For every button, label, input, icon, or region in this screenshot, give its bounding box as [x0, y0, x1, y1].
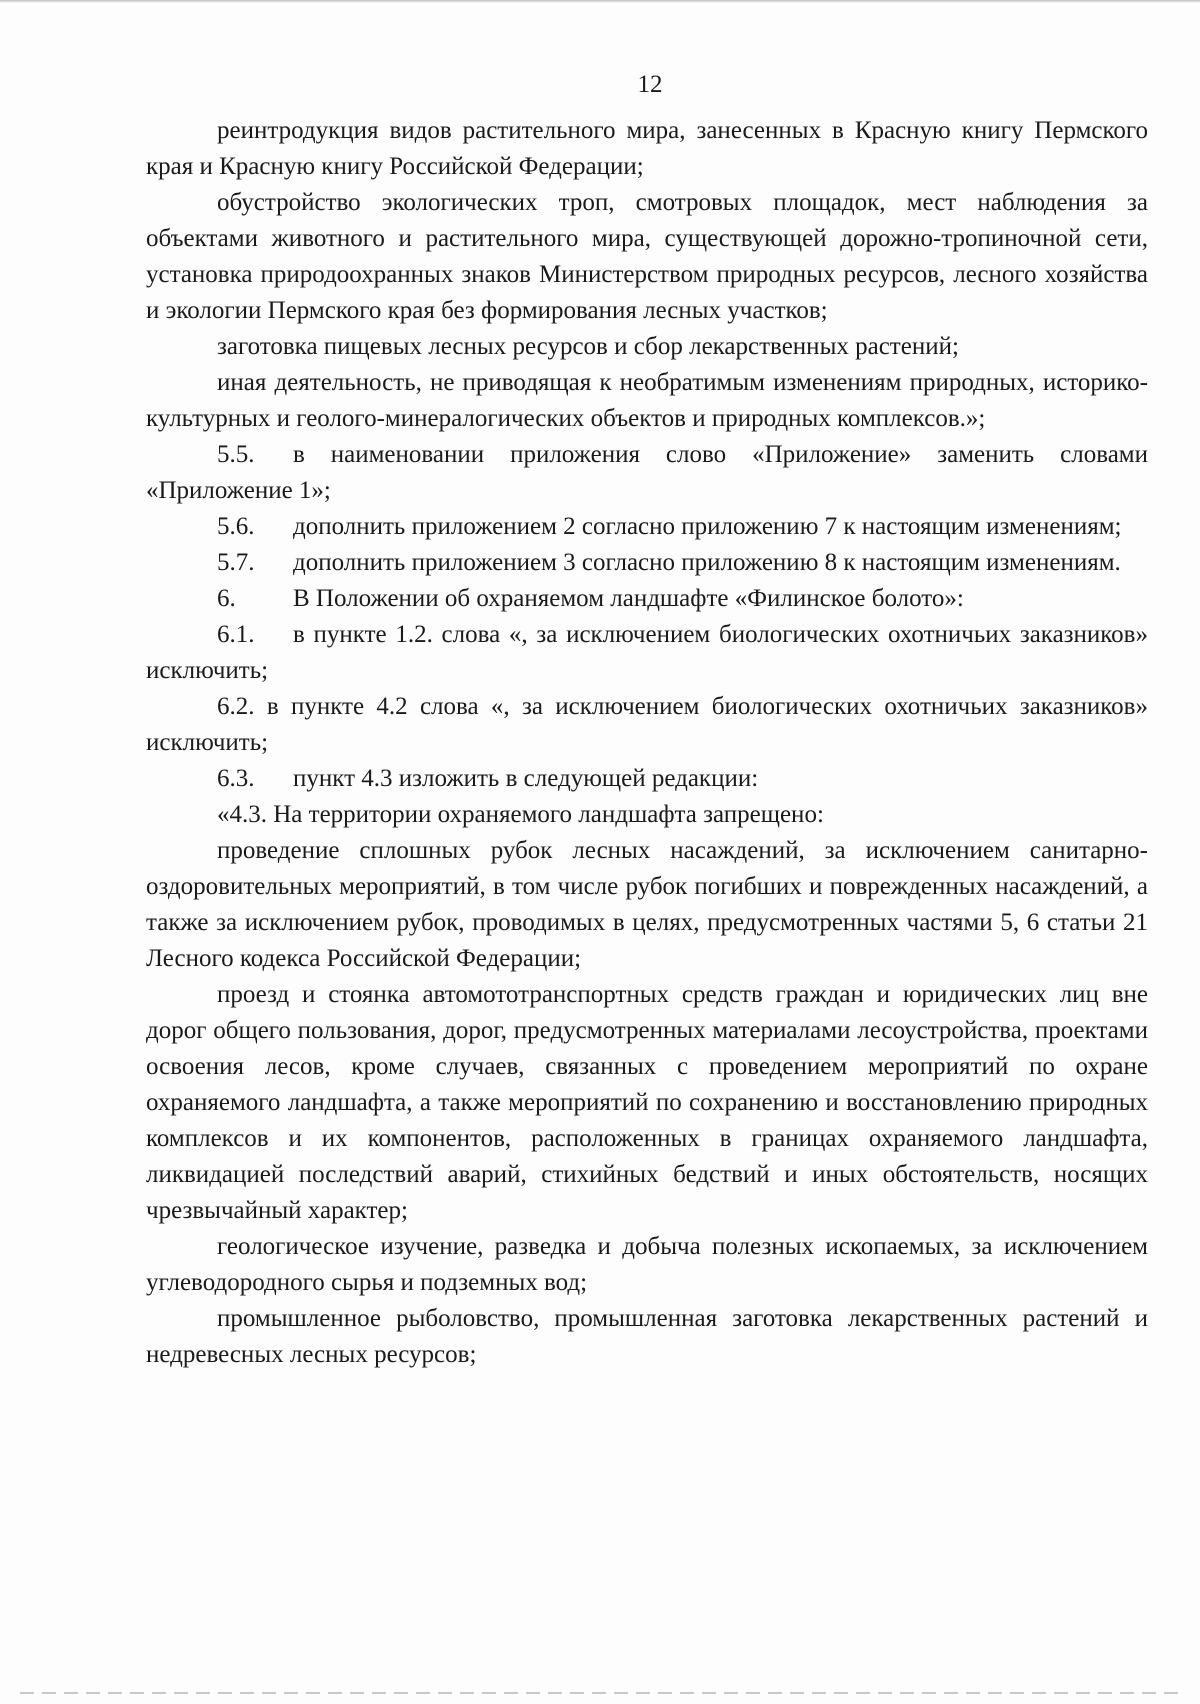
item-text: дополнить приложением 3 согласно приложению 8 к настоящим изменениям.	[293, 549, 1121, 576]
item-number: 5.7.	[217, 549, 255, 576]
item-number: 6.3.	[217, 765, 255, 792]
item-6-2	[146, 689, 1148, 761]
item-number: 5.6.	[217, 513, 255, 540]
item-text: в наименовании приложения слово «Приложение» заменить словами «Приложение 1»;	[146, 441, 1148, 504]
paragraph-vehicles: проезд и стоянка автомототранспортных средств граждан и юридических лиц вне дорог общего пользования, дорог, предусмотренных материалами лесоустройства, проектами освоения лесов, кроме случаев, связанных с проведением мероприятий по охране охраняемого ландшафта, а также мероприятий по сохранению и восстановлению природных комплексов и их компонентов, расположенных в границах охраняемого ландшафта, ликвидацией последствий аварий, стихийных бедствий и иных обстоятельств, носящих чрезвычайный характер;	[146, 981, 1148, 1224]
section-4-3-intro: «4.3. На территории охраняемого ландшафта запрещено:	[217, 801, 824, 828]
item-text: в пункте 1.2. слова «, за исключением биологических охотничьих заказников» исключить;	[146, 621, 1148, 684]
page-number: 12	[637, 71, 663, 98]
item-text: В Положении об охраняемом ландшафте «Филинское болото»:	[293, 585, 964, 612]
paragraph-geology: геологическое изучение, разведка и добыча полезных ископаемых, за исключением углеводородного сырья и подземных вод;	[146, 1233, 1148, 1296]
item-number: 6.1.	[217, 621, 255, 648]
scan-edge-bottom	[20, 1692, 1180, 1694]
item-6-3	[146, 761, 1148, 797]
item-text: 6.2. в пункте 4.2 слова «, за исключением биологических охотничьих заказников» исключить;	[146, 693, 1148, 756]
item-5-5	[146, 437, 1148, 509]
paragraph-ecotrails: обустройство экологических троп, смотровых площадок, мест наблюдения за объектами животного и растительного мира, существующей дорожно-тропиночной сети, установка природоохранных знаков Министерством природных ресурсов, лесного хозяйства и экологии Пермского края без формирования лесных участков;	[146, 189, 1148, 324]
item-5-6	[146, 509, 1148, 545]
paragraph-food-resources: заготовка пищевых лесных ресурсов и сбор лекарственных растений;	[217, 333, 959, 360]
item-number: 6.	[217, 585, 236, 612]
document-body	[146, 113, 1148, 1373]
item-6-1	[146, 617, 1148, 689]
paragraph-clear-cutting: проведение сплошных рубок лесных насаждений, за исключением санитарно-оздоровительных мероприятий, в том числе рубок погибших и поврежденных насаждений, а также за исключением рубок, проводимых в целях, предусмотренных частями 5, 6 статьи 21 Лесного кодекса Российской Федерации;	[146, 837, 1148, 972]
paragraph-other-activity: иная деятельность, не приводящая к необратимым изменениям природных, историко-культурных и геолого-минералогических объектов и природных комплексов.»;	[146, 369, 1148, 432]
item-text: дополнить приложением 2 согласно приложению 7 к настоящим изменениям;	[293, 513, 1122, 540]
paragraph-industrial-fishing: промышленное рыболовство, промышленная заготовка лекарственных растений и недревесных лесных ресурсов;	[146, 1305, 1148, 1368]
item-6	[146, 581, 1148, 617]
paragraph-reintroduction: реинтродукция видов растительного мира, занесенных в Красную книгу Пермского края и Красную книгу Российской Федерации;	[146, 117, 1148, 180]
item-number: 5.5.	[217, 441, 255, 468]
item-text: пункт 4.3 изложить в следующей редакции:	[293, 765, 759, 792]
scan-edge-top	[0, 0, 1200, 3]
item-5-7	[146, 545, 1148, 581]
